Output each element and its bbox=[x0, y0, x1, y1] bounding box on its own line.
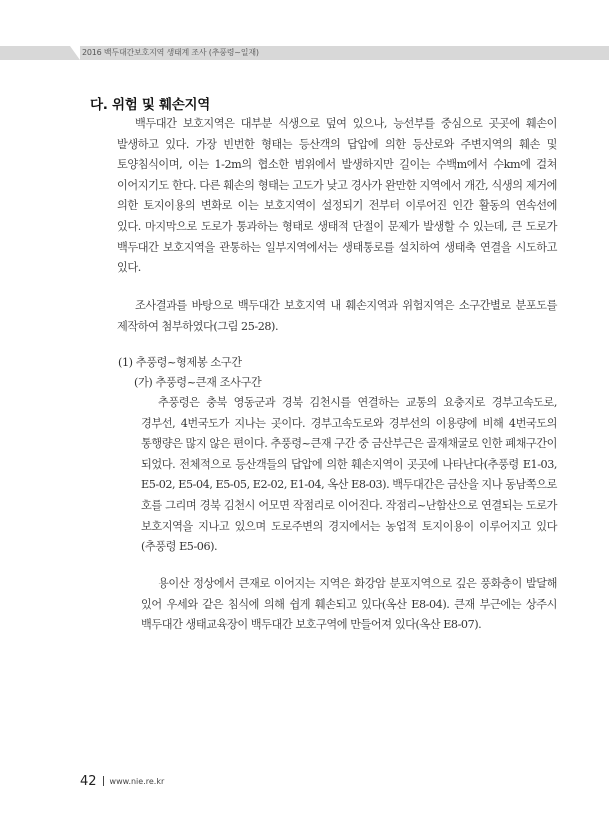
subsection-heading: (1) 추풍령~형제봉 소구간 bbox=[118, 356, 242, 369]
body-paragraph-distribution-maps: 조사결과를 바탕으로 백두대간 보호지역 내 훼손지역과 위험지역은 소구간별로 분포도를 제작하여 첨부하였다(그림 25-28). bbox=[117, 299, 557, 333]
footer-divider bbox=[103, 776, 104, 786]
page-number: 42 bbox=[80, 774, 97, 789]
subsection-subheading: (가) 추풍령~큰재 조사구간 bbox=[134, 376, 262, 389]
body-paragraph-damage-overview: 백두대간 보호지역은 대부분 식생으로 덮여 있으나, 능선부를 중심으로 곳곳에 훼손이 발생하고 있다. 가장 빈번한 형태는 등산객의 답압에 의한 등산로와 주변지역의 훼손 및 토양침식이며, 이는 1-2m의 협소한 범위에서 발생하지만 길이는 수백m에서 수km에 걸쳐 이어지기도 한다. 다른 훼손의 형태는 고도가 낮고 경사가 완만한 지역에서 개간, 식생의 제거에 의한 토지이용의 변화로 이는 보호지역이 설정되기 전부터 이루어진 인간 활동의 연속선에 있다. 마지막으로 도로가 통과하는 형태로 생태적 단절이 문제가 발생할 수 있는데, 큰 도로가 백두대간 보호지역을 관통하는 일부지역에서는 생태통로를 설치하여 생태축 연결을 시도하고 있다. bbox=[117, 117, 557, 275]
section-title: 다. 위험 및 훼손지역 bbox=[90, 97, 210, 113]
body-paragraph-keunjae: 용이산 정상에서 큰재로 이어지는 지역은 화강암 분포지역으로 깊은 풍화층이 발달해 있어 우세와 같은 침식에 의해 쉽게 훼손되고 있다(옥산 E8-04). 큰재 부근에는 상주시 백두대간 생태교육장이 백두대간 보호구역에 만들어져 있다(옥산 E8-07). bbox=[141, 577, 557, 632]
body-paragraph-chupungnyeong: 추풍령은 충북 영동군과 경북 김천시를 연결하는 교통의 요충지로 경부고속도로, 경부선, 4번국도가 지나는 곳이다. 경부고속도로와 경부선의 이용량에 비해 4번국도의 통행량은 많지 않은 편이다. 추풍령~큰재 구간 중 금산부근은 골재채굴로 인한 폐채구간이 되었다. 전체적으로 등산객들의 답압에 의한 훼손지역이 곳곳에 나타난다(추풍령 E1-03, E5-02, E5-04, E5-05, E2-02, E1-04, 옥산 E8-03). 백두대간은 금산을 지나 동남쪽으로 호를 그리며 경북 김천시 어모면 작점리로 이어진다. 작점리~난함산으로 연결되는 도로가 보호지역을 지나고 있으며 도로주변의 경지에서는 농업적 토지이용이 이루어지고 있다(추풍령 E5-06). bbox=[141, 396, 557, 554]
page-footer bbox=[80, 770, 164, 789]
running-header-tab bbox=[70, 46, 80, 60]
footer-website-link[interactable]: www.nie.re.kr bbox=[109, 777, 165, 786]
running-header-title: 2016 백두대간보호지역 생태계 조사 (추풍령~일재) bbox=[82, 48, 259, 57]
